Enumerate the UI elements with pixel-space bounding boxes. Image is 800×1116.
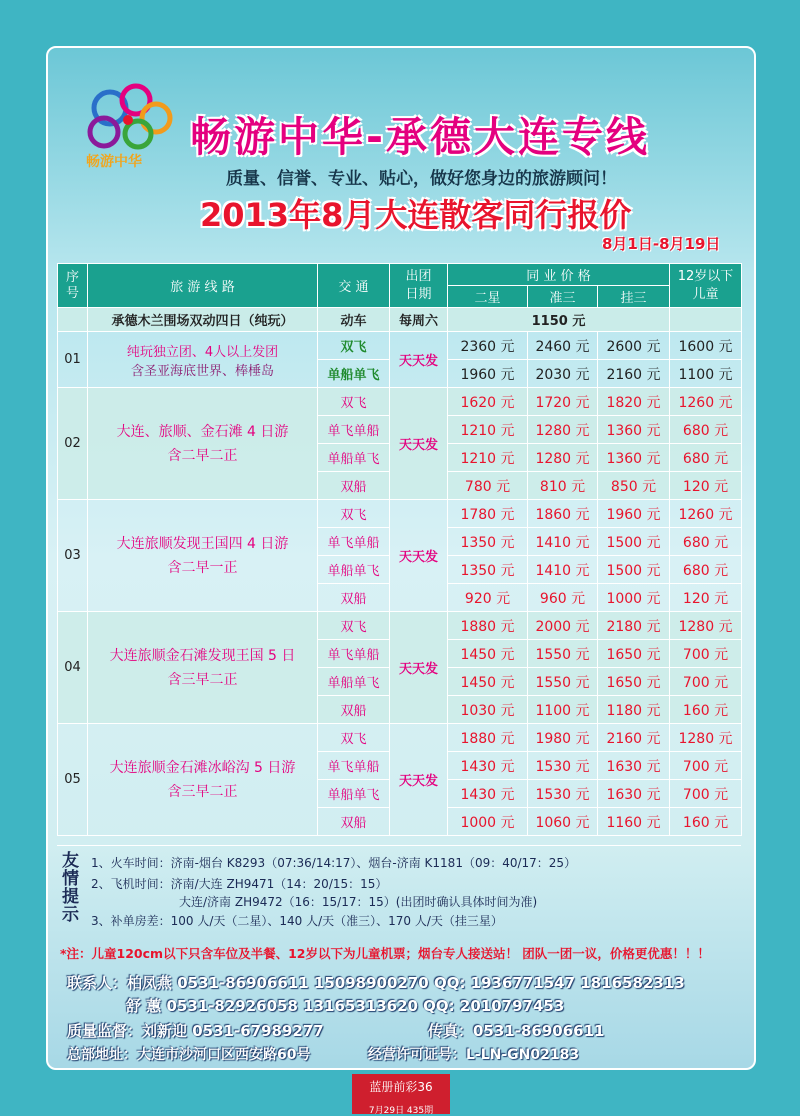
price-child: 680 元 [670,528,742,556]
tips-section [57,845,741,932]
price-child: 160 元 [670,808,742,836]
price-level3g: 1360 元 [598,416,670,444]
price-level2: 1620 元 [448,388,528,416]
route-cell [88,500,318,612]
route-cell [88,724,318,836]
price-level2: 1430 元 [448,752,528,780]
price-level2: 1780 元 [448,500,528,528]
date-range: 8月1日-8月19日 [602,235,721,253]
route-name: 大连、旅顺、金石滩 4 日游 [116,423,289,440]
transport: 双飞 [318,500,390,528]
price-level3q: 1280 元 [528,444,598,472]
notice: *注：儿童120cm以下只含车位及半餐、12岁以下为儿童机票；烟台专人接送站！ 团队一团一议，价格更优惠！！！ [60,946,710,961]
header-route: 旅 游 线 路 [88,264,318,308]
table-row [58,500,742,528]
price-table [57,263,742,836]
tips-line: 1、火车时间：济南-烟台 K8293（07:36/14:17）、烟台-济南 K1181（09：40/17：25） [91,856,577,870]
price-level2: 1210 元 [448,416,528,444]
header-level2: 二星 [448,286,528,308]
departure: 天天发 [390,500,448,612]
route-meals: 含圣亚海底世界、棒棰岛 [130,363,274,379]
price-level3g: 1650 元 [598,640,670,668]
footer-issue: 7月29日 435期 [368,1106,434,1116]
route-seq: 01 [58,332,88,388]
transport: 双船 [318,808,390,836]
header-peer-price: 同 业 价 格 [448,264,670,286]
transport: 双飞 [318,388,390,416]
transport: 动车 [318,308,390,332]
header-child: 12岁以下儿童 [670,264,742,308]
price: 1150 元 [448,308,670,332]
price-child: 700 元 [670,780,742,808]
table-row [58,332,742,360]
address: 总部地址：大连市沙河口区西安路60号 [67,1047,311,1063]
price-level3g: 1630 元 [598,780,670,808]
table-row [58,388,742,416]
fax: 传真：0531-86906611 [428,1022,605,1040]
price-child: 1280 元 [670,612,742,640]
price-level3q: 1060 元 [528,808,598,836]
price-level2: 1210 元 [448,444,528,472]
table-row [58,724,742,752]
transport: 单飞单船 [318,416,390,444]
price-level2: 2360 元 [448,332,528,360]
price-level3q: 1100 元 [528,696,598,724]
route-seq: 02 [58,388,88,500]
price-level2: 1430 元 [448,780,528,808]
price-child: 1100 元 [670,360,742,388]
price-level3q: 1410 元 [528,556,598,584]
header-level3q: 准三 [528,286,598,308]
price-level3g: 1960 元 [598,500,670,528]
transport: 单船单飞 [318,444,390,472]
price-level3g: 850 元 [598,472,670,500]
price-level3g: 1820 元 [598,388,670,416]
price-level3g: 1650 元 [598,668,670,696]
price-child: 160 元 [670,696,742,724]
transport: 双飞 [318,332,390,360]
transport: 单飞单船 [318,528,390,556]
route-name: 纯玩独立团、4人以上发团 [126,344,279,360]
price-level3g: 2600 元 [598,332,670,360]
license: 经营许可证号：L-LN-GN02183 [368,1047,580,1063]
quality-supervision: 质量监督：刘新迎 0531-67989277 [67,1022,324,1040]
route-groups [58,332,742,836]
price-list-title: 2013年8月大连散客同行报价 [200,196,632,234]
transport: 单飞单船 [318,640,390,668]
route-name: 大连旅顺金石滩冰峪沟 5 日游 [109,759,296,776]
route-meals: 含二早一正 [167,559,238,576]
price-level3g: 1500 元 [598,528,670,556]
transport: 单飞单船 [318,752,390,780]
price-level3g: 1630 元 [598,752,670,780]
price-level2: 920 元 [448,584,528,612]
transport: 双飞 [318,724,390,752]
price-level3q: 1980 元 [528,724,598,752]
table-row [58,308,742,332]
price-level3g: 2160 元 [598,724,670,752]
price-level2: 1450 元 [448,640,528,668]
transport: 双船 [318,584,390,612]
tips-label: 友情提示 [62,851,79,925]
transport: 单船单飞 [318,780,390,808]
tips-line: 大连/济南 ZH9472（16：15/17：15）(出团时确认具体时间为准) [179,895,538,909]
price-level3q: 2000 元 [528,612,598,640]
header-departure: 出团日期 [390,264,448,308]
price-level3q: 810 元 [528,472,598,500]
price-level3q: 1280 元 [528,416,598,444]
price-child: 1260 元 [670,500,742,528]
price-child: 680 元 [670,556,742,584]
price-level2: 1880 元 [448,612,528,640]
route-name: 大连旅顺金石滩发现王国 5 日 [109,647,296,664]
price-child: 700 元 [670,640,742,668]
price-level2: 780 元 [448,472,528,500]
route-meals: 含三早二正 [167,671,238,688]
route-name: 承德木兰围场双动四日（纯玩） [88,308,318,332]
departure: 天天发 [390,332,448,388]
page-footer [352,1074,450,1114]
departure: 天天发 [390,388,448,500]
price-level3q: 1860 元 [528,500,598,528]
table-row [58,612,742,640]
price-level3q: 1410 元 [528,528,598,556]
price-child: 680 元 [670,416,742,444]
price-child: 120 元 [670,584,742,612]
price-level2: 1450 元 [448,668,528,696]
price-level3q: 1530 元 [528,752,598,780]
price-level3g: 1180 元 [598,696,670,724]
price-child: 1260 元 [670,388,742,416]
header-transport: 交 通 [318,264,390,308]
price-level3q: 2460 元 [528,332,598,360]
header-level3g: 挂三 [598,286,670,308]
brand-logo [74,82,184,172]
transport: 双船 [318,696,390,724]
route-cell [88,612,318,724]
price-child: 700 元 [670,668,742,696]
route-cell [88,388,318,500]
price-level3q: 1550 元 [528,640,598,668]
departure: 天天发 [390,724,448,836]
route-seq: 05 [58,724,88,836]
transport: 单船单飞 [318,556,390,584]
price-level2: 1350 元 [448,556,528,584]
price-level2: 1030 元 [448,696,528,724]
brand-name: 畅游中华 [86,154,142,170]
route-seq: 04 [58,612,88,724]
route-meals: 含二早二正 [167,447,238,464]
route-seq: 03 [58,500,88,612]
price-level3g: 1360 元 [598,444,670,472]
price-level3g: 1500 元 [598,556,670,584]
transport: 双船 [318,472,390,500]
tips-line: 2、飞机时间：济南/大连 ZH9471（14：20/15：15） [91,877,388,891]
contact-line: 舒 蕙 0531-82926058 13165313620 QQ: 2010797453 [126,997,565,1015]
route-meals: 含三早二正 [167,783,238,800]
price-level3q: 960 元 [528,584,598,612]
tips-line: 3、补单房差：100 人/天（二星）、140 人/天（准三）、170 人/天（挂三星） [91,914,503,928]
transport: 双飞 [318,612,390,640]
price-level3q: 2030 元 [528,360,598,388]
price-level3g: 1000 元 [598,584,670,612]
price-level2: 1880 元 [448,724,528,752]
footer-label: 蓝册前彩36 [369,1080,433,1094]
header-seq: 序号 [58,264,88,308]
departure: 每周六 [390,308,448,332]
price-level3g: 1160 元 [598,808,670,836]
price-child: 680 元 [670,444,742,472]
price-level3q: 1720 元 [528,388,598,416]
page-title: 畅游中华-承德大连专线 [190,113,651,161]
price-level2: 1000 元 [448,808,528,836]
price-child: 120 元 [670,472,742,500]
route-cell [88,332,318,388]
price-child: 1600 元 [670,332,742,360]
slogan: 质量、信誉、专业、贴心，做好您身边的旅游顾问！ [226,169,617,189]
transport: 单船单飞 [318,668,390,696]
route-name: 大连旅顺发现王国四 4 日游 [116,535,289,552]
price-level3q: 1530 元 [528,780,598,808]
contact-line: 联系人：柏凤燕 0531-86906611 15098900270 QQ: 1936771547 1816582313 [67,974,685,992]
price-level3g: 2160 元 [598,360,670,388]
price-level2: 1960 元 [448,360,528,388]
price-child: 1280 元 [670,724,742,752]
departure: 天天发 [390,612,448,724]
price-level2: 1350 元 [448,528,528,556]
price-child: 700 元 [670,752,742,780]
price-level3q: 1550 元 [528,668,598,696]
price-level3g: 2180 元 [598,612,670,640]
transport: 单船单飞 [318,360,390,388]
